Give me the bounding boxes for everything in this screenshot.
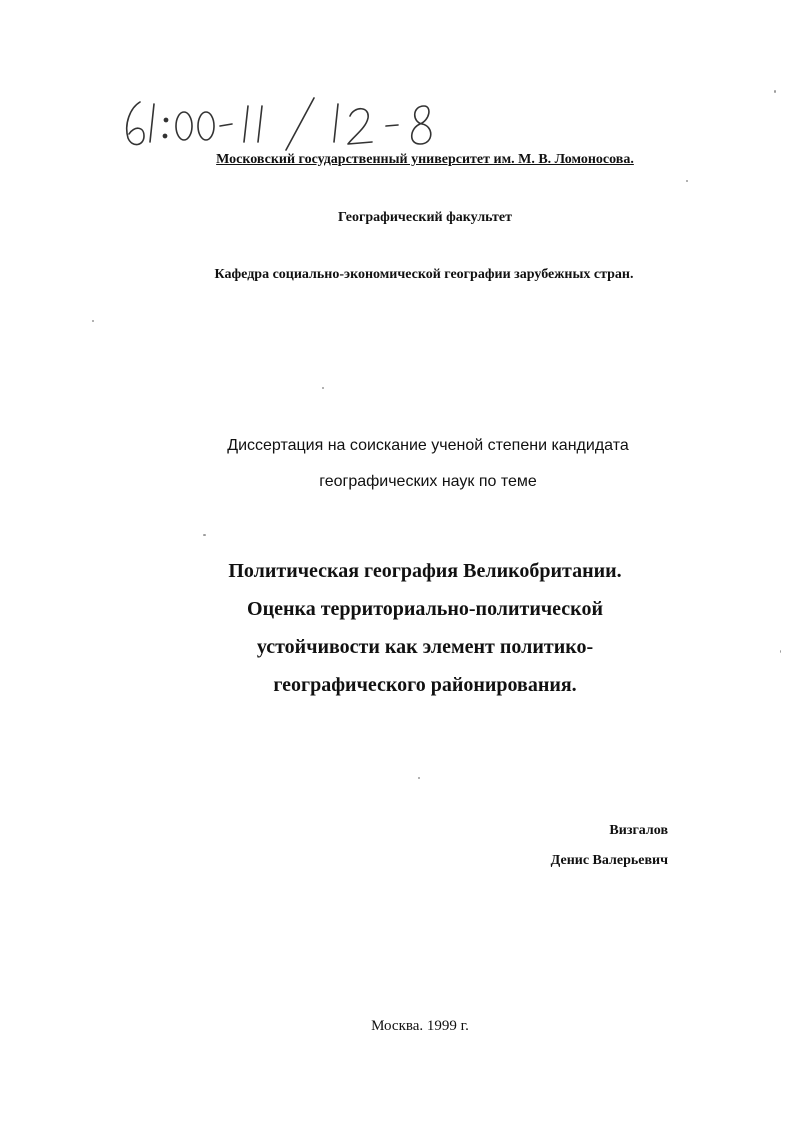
scan-speck	[92, 320, 94, 322]
author-surname: Визгалов	[609, 823, 668, 838]
scan-speck	[686, 180, 688, 182]
dissertation-line-2: географических наук по теме	[319, 473, 537, 490]
city-and-year: Москва. 1999 г.	[371, 1018, 469, 1034]
dissertation-title	[180, 552, 670, 704]
dissertation-line-1: Диссертация на соискание ученой степени кандидата	[227, 437, 629, 454]
title-line-2: Оценка территориально-политической	[247, 598, 603, 620]
title-line-1: Политическая география Великобритании.	[228, 560, 622, 582]
scan-speck	[203, 534, 206, 536]
handwritten-catalogue-number	[118, 92, 458, 154]
title-line-3: устойчивости как элемент политико-	[256, 636, 594, 658]
faculty-name: Географический факультет	[337, 210, 513, 225]
scan-speck	[780, 650, 781, 653]
title-line-4: географического районирования.	[273, 674, 577, 696]
author-given-names: Денис Валерьевич	[550, 853, 668, 868]
scan-speck	[418, 777, 420, 779]
author-block	[551, 816, 668, 876]
scan-speck	[322, 387, 324, 389]
department-name: Кафедра социально-экономической географии зарубежных стран.	[214, 267, 634, 282]
university-name: Московский государственный университет им. М. В. Ломоносова.	[216, 152, 634, 167]
scan-speck	[774, 90, 776, 93]
dissertation-statement	[190, 428, 666, 500]
